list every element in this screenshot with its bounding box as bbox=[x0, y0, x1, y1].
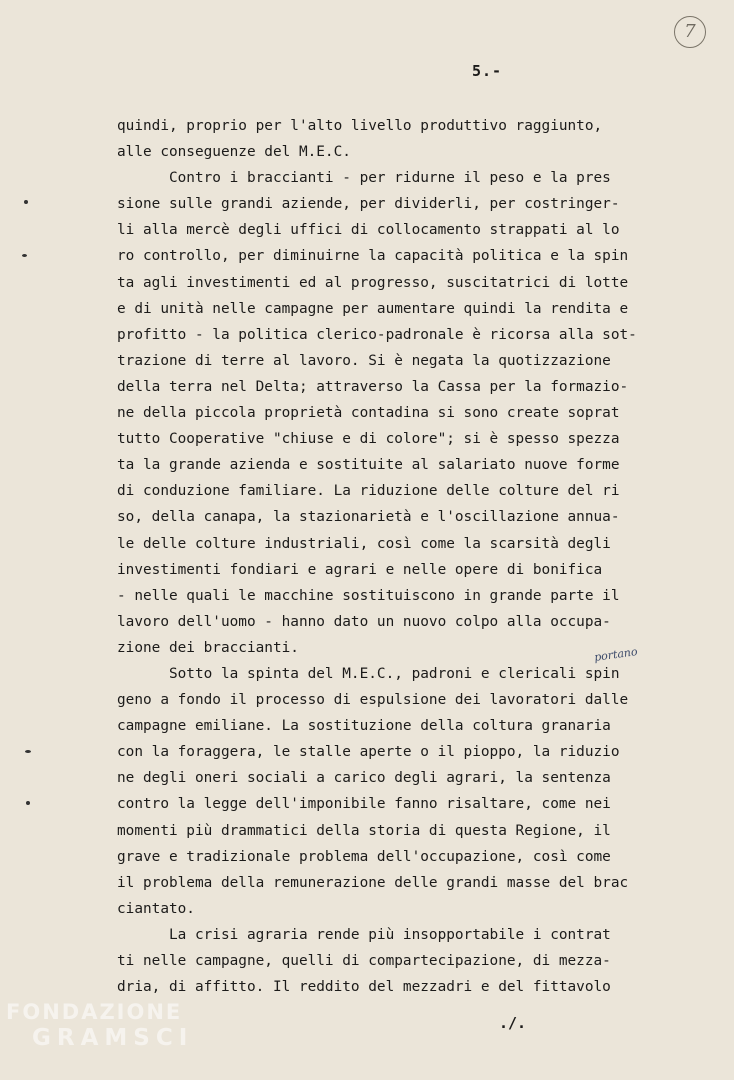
text-line: ta agli investimenti ed al progresso, suscitatrici di lotte bbox=[117, 274, 629, 291]
continuation-mark: ./. bbox=[499, 1014, 527, 1032]
text-line: profitto - la politica clerico-padronale è ricorsa alla sot- bbox=[117, 326, 637, 343]
page-number: 5.- bbox=[472, 62, 503, 80]
handwritten-correction: portano bbox=[593, 645, 639, 664]
text-line: ne della piccola proprietà contadina si sono create soprat bbox=[117, 405, 620, 422]
text-line: trazione di terre al lavoro. Si è negata la quotizzazione bbox=[117, 352, 611, 369]
margin-mark bbox=[24, 200, 28, 204]
text-line: e di unità nelle campagne per aumentare quindi la rendita e bbox=[117, 300, 629, 317]
archive-stamp: 7 bbox=[674, 16, 706, 48]
text-line: investimenti fondiari e agrari e nelle opere di bonifica bbox=[117, 561, 603, 578]
text-line: ro controllo, per diminuirne la capacità politica e la spin bbox=[117, 248, 629, 265]
text-line: so, della canapa, la stazionarietà e l'oscillazione annua- bbox=[117, 509, 620, 526]
text-line: il problema della remunerazione delle grandi masse del brac bbox=[117, 874, 629, 891]
text-line: li alla mercè degli uffici di collocamento strappati al lo bbox=[117, 222, 620, 239]
typewritten-body bbox=[117, 113, 697, 1000]
text-line: contro la legge dell'imponibile fanno risaltare, come nei bbox=[117, 796, 611, 813]
text-line: zione dei braccianti. bbox=[117, 639, 299, 656]
text-line: quindi, proprio per l'alto livello produttivo raggiunto, bbox=[117, 118, 603, 134]
archive-watermark bbox=[6, 1002, 193, 1050]
text-line: campagne emiliane. La sostituzione della coltura granaria bbox=[117, 718, 611, 735]
text-line: grave e tradizionale problema dell'occupazione, così come bbox=[117, 848, 611, 865]
text-line: ne degli oneri sociali a carico degli agrari, la sentenza bbox=[117, 770, 611, 787]
watermark-line-1: FONDAZIONE bbox=[6, 1000, 183, 1024]
text-line: tutto Cooperative "chiuse e di colore"; si è spesso spezza bbox=[117, 431, 620, 448]
text-line: Sotto la spinta del M.E.C., padroni e clericali spin bbox=[117, 665, 620, 682]
text-line: ta la grande azienda e sostituite al salariato nuove forme bbox=[117, 457, 620, 474]
margin-mark bbox=[25, 750, 31, 753]
text-line: - nelle quali le macchine sostituiscono in grande parte il bbox=[117, 587, 620, 604]
text-line: ti nelle campagne, quelli di compartecipazione, di mezza- bbox=[117, 953, 611, 969]
text-line: sione sulle grandi aziende, per dividerli, per costringer- bbox=[117, 196, 620, 213]
text-line: dria, di affitto. Il reddito del mezzadri e del fittavolo bbox=[117, 979, 611, 996]
text-line: La crisi agraria rende più insopportabile i contrat bbox=[117, 926, 611, 943]
text-line: le delle colture industriali, così come la scarsità degli bbox=[117, 535, 611, 552]
text-line: di conduzione familiare. La riduzione delle colture del ri bbox=[117, 483, 620, 500]
text-line: momenti più drammatici della storia di questa Regione, il bbox=[117, 822, 611, 839]
margin-mark bbox=[22, 254, 27, 257]
text-line: Contro i braccianti - per ridurne il peso e la pres bbox=[117, 170, 611, 187]
text-line: ciantato. bbox=[117, 900, 195, 917]
text-line: alle conseguenze del M.E.C. bbox=[117, 144, 351, 161]
watermark-line-2: GRAMSCI bbox=[32, 1025, 194, 1051]
text-line: della terra nel Delta; attraverso la Cassa per la formazio- bbox=[117, 378, 629, 395]
text-line: lavoro dell'uomo - hanno dato un nuovo colpo alla occupa- bbox=[117, 613, 611, 630]
text-line: con la foraggera, le stalle aperte o il pioppo, la riduzio bbox=[117, 744, 620, 761]
margin-mark bbox=[26, 801, 30, 805]
text-line: geno a fondo il processo di espulsione dei lavoratori dalle bbox=[117, 692, 629, 709]
